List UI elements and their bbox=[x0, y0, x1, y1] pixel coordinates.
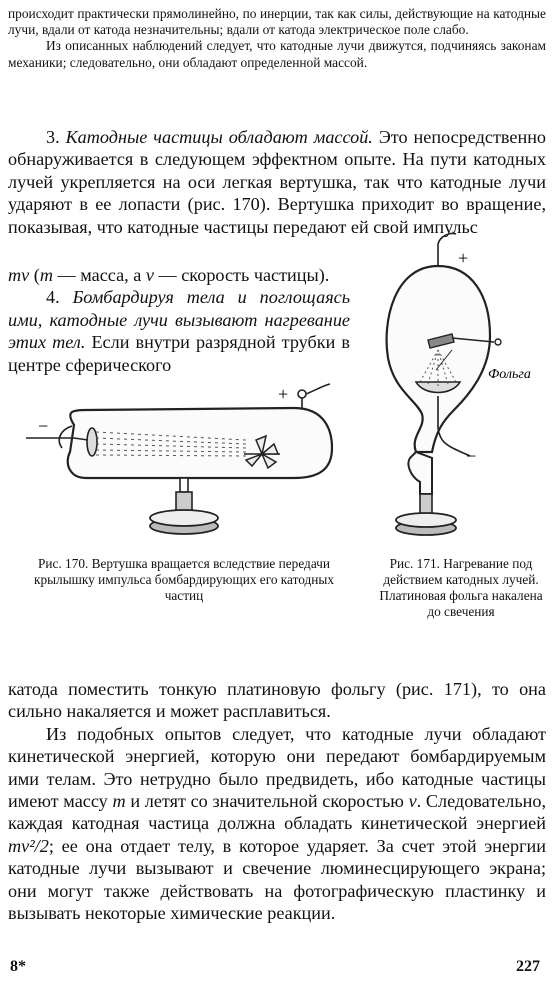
signature-mark: 8* bbox=[10, 958, 26, 975]
caption-fig-171: Рис. 171. Нагревание под действием катодных лучей. Платиновая фольга накалена до свечения bbox=[379, 556, 543, 619]
paragraph: Из подобных опытов следует, что катодные лучи обладают кинетической энергией, которую они передают бомбардируемым ими телам. Это нетрудно было предвидеть, ибо катодные частицы имеют массу m и летят со значительной скоростью v. Следовательно, каждая катодная частица должна обладать кинетической энергией mv²/2; ее она отдает телу, в которое ударяет. За счет этой энергии катодные лучи вызывают и свечение люминесцирующего экрана; они могут также действовать на фотографическую пластинку и вызывать некоторые химические реакции. bbox=[8, 723, 546, 924]
paragraph: mv (m — масса, а v — скорость частицы). bbox=[8, 265, 330, 285]
section-3-wide bbox=[8, 126, 546, 238]
foil-label: Фольга bbox=[488, 367, 531, 382]
cathode-sign: − bbox=[466, 446, 477, 466]
formula: mv bbox=[8, 265, 30, 285]
section-heading: Бомбардируя тела и поглощаясь ими, катодные лучи вызывают нагревание этих тел. bbox=[8, 287, 350, 353]
figure-170 bbox=[26, 382, 356, 547]
page-number: 227 bbox=[516, 958, 540, 975]
anode-sign: + bbox=[458, 248, 469, 268]
anode-sign: + bbox=[278, 384, 289, 404]
caption-fig-170: Рис. 170. Вертушка вращается вследствие передачи крылышку импульса бомбардирующих его катодных частиц bbox=[34, 556, 334, 603]
paragraph: катода поместить тонкую платиновую фольгу (рис. 171), то она сильно накаляется и может расплавиться. bbox=[8, 679, 546, 722]
intro-text bbox=[8, 6, 546, 71]
section-3-4-narrow bbox=[8, 264, 350, 376]
paragraph: Из описанных наблюдений следует, что катодные лучи движутся, подчиняясь законам механики; следовательно, они обладают определенной массой. bbox=[8, 38, 546, 70]
figure-171 bbox=[376, 232, 556, 548]
paragraph: происходит практически прямолинейно, по инерции, так как силы, действующие на катодные лучи, вдали от катода незначительны; вдали от катода электрическое поле слабо. bbox=[8, 6, 546, 38]
section-number: 3. bbox=[46, 127, 60, 147]
paragraph: 4. Бомбардируя тела и поглощаясь ими, катодные лучи вызывают нагревание этих тел. Если внутри разрядной трубки в центре сферического bbox=[8, 287, 350, 375]
formula: mv²/2 bbox=[8, 835, 49, 856]
cathode-sign: − bbox=[38, 416, 49, 436]
text: Это непосредственно обнаруживается в следующем эффектном опыте. На пути катодных лучей укрепляется на оси легкая вертушка, так что катодные лучи ударяют в ее лопасти (рис. 170). Вертушка приходит во вращение, показывая, что катодные частицы передают ей свой импульс bbox=[8, 127, 547, 237]
section-number: 4. bbox=[46, 287, 60, 308]
paragraph bbox=[8, 126, 546, 238]
section-heading: Катодные частицы обладают массой. bbox=[65, 127, 373, 147]
conclusion-text bbox=[8, 678, 546, 924]
